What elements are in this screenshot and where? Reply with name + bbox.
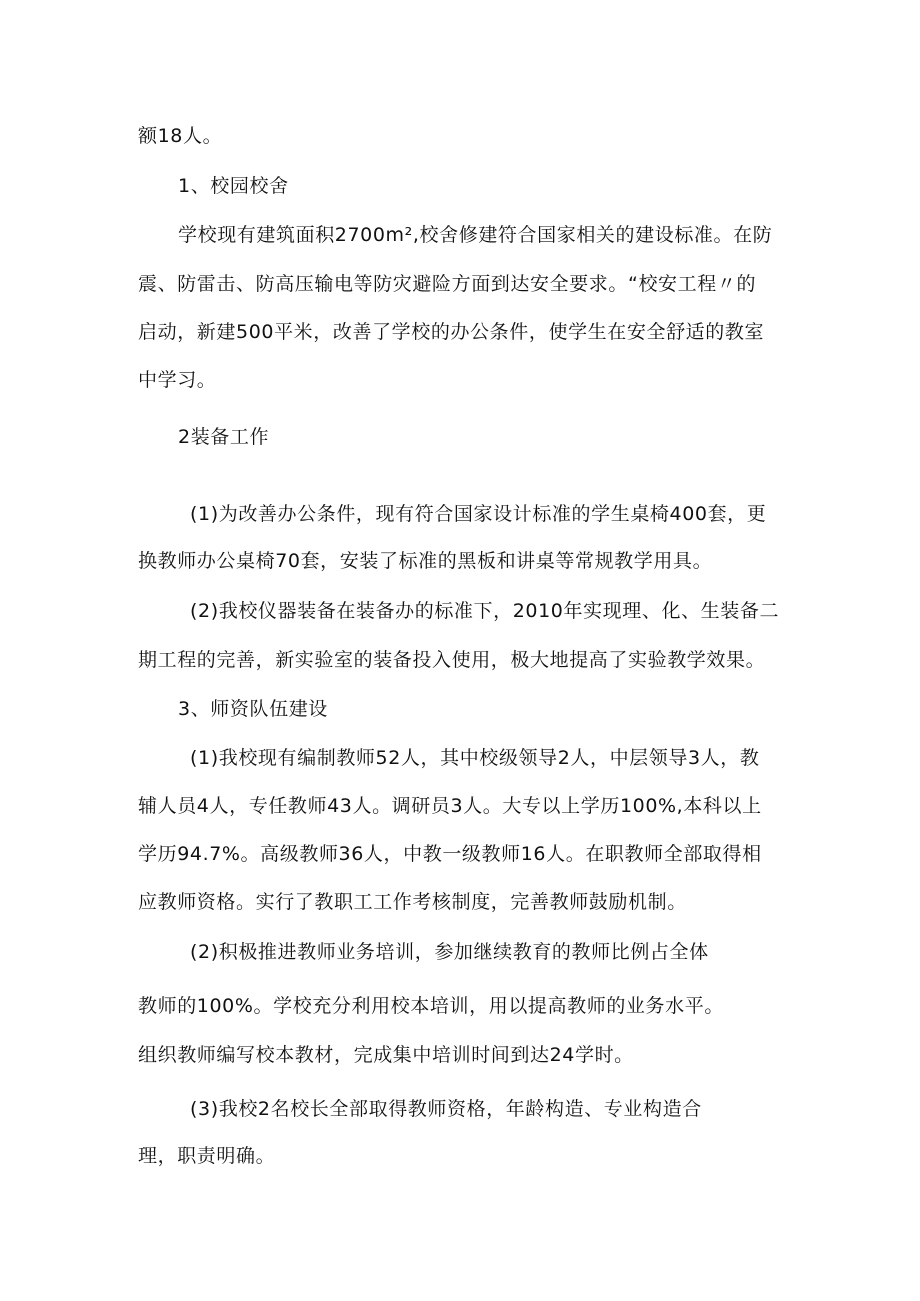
section-heading: 3、师资队伍建设 <box>178 698 328 720</box>
text-line: (2)我校仪器装备在装备办的标准下，2010年实现理、化、生装备二 <box>190 600 780 622</box>
text-line: (2)积极推进教师业务培训，参加继续教育的教师比例占全体 <box>190 941 709 963</box>
text-line: 教师的100%。学校充分利用校本培训，用以提高教师的业务水平。 <box>138 995 724 1017</box>
text-line: 理，职责明确。 <box>138 1145 276 1167</box>
text-line: (3)我校2名校长全部取得教师资格，年龄构造、专业构造合 <box>190 1098 702 1120</box>
text-line: (1)为改善办公条件，现有符合国家设计标准的学生桌椅400套，更 <box>190 503 767 525</box>
text-line: 额18人。 <box>138 125 223 147</box>
text-line: 应教师资格。实行了教职工工作考核制度，完善教师鼓励机制。 <box>138 891 687 913</box>
text-line: 中学习。 <box>138 369 217 391</box>
text-line: 换教师办公桌椅70套，安装了标准的黑板和讲桌等常规教学用具。 <box>138 550 713 572</box>
text-line: (1)我校现有编制教师52人，其中校级领导2人，中层领导3人，教 <box>190 747 760 769</box>
text-line: 期工程的完善，新实验室的装备投入使用，极大地提高了实验教学效果。 <box>138 649 766 671</box>
text-line: 启动，新建500平米，改善了学校的办公条件，使学生在安全舒适的教室 <box>138 321 765 343</box>
section-heading: 2装备工作 <box>178 426 270 448</box>
text-line: 学历94.7%。高级教师36人，中教一级教师16人。在职教师全部取得相 <box>138 843 762 865</box>
text-line: 震、防雷击、防高压输电等防灾避险方面到达安全要求。“校安工程〃的 <box>138 273 757 295</box>
text-line: 辅人员4人，专任教师43人。调研员3人。大专以上学历100%,本科以上 <box>138 795 762 817</box>
section-heading: 1、校园校舍 <box>178 175 289 197</box>
text-line: 学校现有建筑面积2700m²,校舍修建符合国家相关的建设标准。在防 <box>178 224 773 246</box>
text-line: 组织教师编写校本教材，完成集中培训时间到达24学时。 <box>138 1044 634 1066</box>
